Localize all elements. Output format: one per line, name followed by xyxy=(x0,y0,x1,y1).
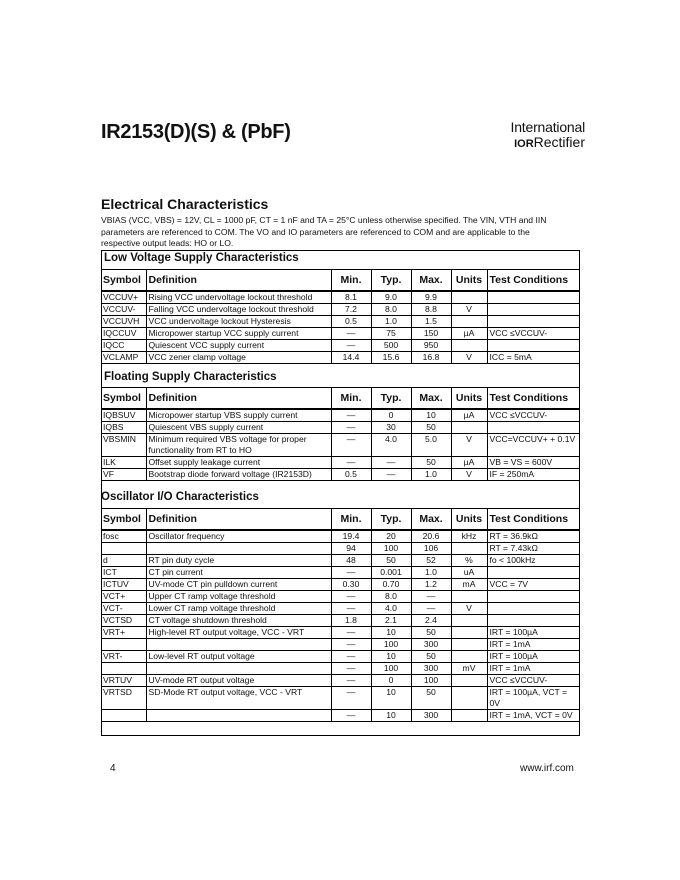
cell-conditions xyxy=(487,615,580,627)
cell-max: 9.9 xyxy=(411,291,451,304)
cell-conditions xyxy=(487,304,580,316)
cell-max: 50 xyxy=(411,457,451,469)
cell-units: V xyxy=(451,603,487,615)
header-definition: Definition xyxy=(146,509,331,531)
cell-max: 2.4 xyxy=(411,615,451,627)
cell-symbol: IQCCUV xyxy=(101,328,146,340)
cell-min: — xyxy=(331,328,371,340)
cell-definition: High-level RT output voltage, VCC - VRT xyxy=(146,627,331,639)
cell-max: — xyxy=(411,603,451,615)
cell-typ: 15.6 xyxy=(371,352,411,364)
cell-symbol: IQBSUV xyxy=(101,409,146,422)
cell-min: 48 xyxy=(331,555,371,567)
cell-conditions xyxy=(487,316,580,328)
table-row xyxy=(101,422,580,434)
table-oscillator xyxy=(101,508,580,722)
cell-definition: Falling VCC undervoltage lockout threshold xyxy=(146,304,331,316)
cell-min: — xyxy=(331,409,371,422)
table-floating xyxy=(101,387,580,481)
header-symbol: Symbol xyxy=(101,509,146,531)
cell-typ: 0 xyxy=(371,675,411,687)
cell-conditions: VCC ≤VCCUV- xyxy=(487,409,580,422)
cell-min: — xyxy=(331,340,371,352)
cell-definition: CT voltage shutdown threshold xyxy=(146,615,331,627)
header-min: Min. xyxy=(331,388,371,410)
cell-definition: Oscillator frequency xyxy=(146,530,331,543)
cell-typ: — xyxy=(371,457,411,469)
cell-conditions: VCC = 7V xyxy=(487,579,580,591)
cell-conditions: IRT = 100µA, VCT = 0V xyxy=(487,687,580,710)
cell-min: — xyxy=(331,663,371,675)
cell-units xyxy=(451,687,487,710)
cell-definition: CT pin current xyxy=(146,567,331,579)
header-conditions: Test Conditions xyxy=(487,509,580,531)
cell-min: — xyxy=(331,627,371,639)
cell-conditions: VB = VS = 600V xyxy=(487,457,580,469)
cell-units: µA xyxy=(451,409,487,422)
cell-symbol xyxy=(101,543,146,555)
cell-min: 19.4 xyxy=(331,530,371,543)
page-title: IR2153(D)(S) & (PbF) xyxy=(101,121,291,143)
cell-typ: 50 xyxy=(371,555,411,567)
cell-units xyxy=(451,316,487,328)
cell-conditions: VCC=VCCUV+ + 0.1V xyxy=(487,434,580,457)
table-row xyxy=(101,603,580,615)
table-row xyxy=(101,627,580,639)
cell-typ: 4.0 xyxy=(371,434,411,457)
cell-symbol xyxy=(101,710,146,722)
cell-min: 0.30 xyxy=(331,579,371,591)
cell-max: 150 xyxy=(411,328,451,340)
table-row xyxy=(101,615,580,627)
cell-symbol xyxy=(101,663,146,675)
header-typ: Typ. xyxy=(371,388,411,410)
cell-conditions: IRT = 1mA xyxy=(487,663,580,675)
cell-definition: Quiescent VCC supply current xyxy=(146,340,331,352)
logo-line2: Rectifier xyxy=(533,133,585,150)
cell-definition: Micropower startup VCC supply current xyxy=(146,328,331,340)
cell-max: 50 xyxy=(411,627,451,639)
cell-conditions: IRT = 100µA xyxy=(487,627,580,639)
cell-min: 14.4 xyxy=(331,352,371,364)
cell-units xyxy=(451,340,487,352)
cell-symbol: VCLAMP xyxy=(101,352,146,364)
cell-definition: Offset supply leakage current xyxy=(146,457,331,469)
cell-definition: Minimum required VBS voltage for proper functionality from RT to HO xyxy=(146,434,331,457)
cell-typ: 100 xyxy=(371,543,411,555)
cell-min: — xyxy=(331,675,371,687)
cell-max: 106 xyxy=(411,543,451,555)
cell-min: — xyxy=(331,434,371,457)
cell-units: kHz xyxy=(451,530,487,543)
cell-typ: 20 xyxy=(371,530,411,543)
cell-symbol: VRTUV xyxy=(101,675,146,687)
cell-symbol: VRT+ xyxy=(101,627,146,639)
cell-units: µA xyxy=(451,328,487,340)
table-row xyxy=(101,291,580,304)
cell-symbol: VCT- xyxy=(101,603,146,615)
table-row xyxy=(101,340,580,352)
table-row xyxy=(101,687,580,710)
cell-definition: UV-mode RT output voltage xyxy=(146,675,331,687)
cell-definition: Low-level RT output voltage xyxy=(146,651,331,663)
cell-definition: UV-mode CT pin pulldown current xyxy=(146,579,331,591)
header-units: Units xyxy=(451,388,487,410)
header-max: Max. xyxy=(411,388,451,410)
cell-symbol: VCCUVH xyxy=(101,316,146,328)
cell-max: 100 xyxy=(411,675,451,687)
header-min: Min. xyxy=(331,270,371,292)
cell-symbol: VCT+ xyxy=(101,591,146,603)
cell-symbol: IQCC xyxy=(101,340,146,352)
cell-symbol: VBSMIN xyxy=(101,434,146,457)
cell-definition: Bootstrap diode forward voltage (IR2153D) xyxy=(146,469,331,481)
cell-conditions xyxy=(487,422,580,434)
cell-symbol xyxy=(101,639,146,651)
cell-definition: Quiescent VBS supply current xyxy=(146,422,331,434)
cell-min: — xyxy=(331,710,371,722)
table-row xyxy=(101,434,580,457)
cell-conditions: IF = 250mA xyxy=(487,469,580,481)
cell-typ: 0 xyxy=(371,409,411,422)
company-logo xyxy=(505,120,585,150)
cell-typ: 10 xyxy=(371,687,411,710)
header-definition: Definition xyxy=(146,388,331,410)
table-row xyxy=(101,663,580,675)
cell-min: 7.2 xyxy=(331,304,371,316)
table-row xyxy=(101,457,580,469)
cell-max: 50 xyxy=(411,651,451,663)
cell-typ: 500 xyxy=(371,340,411,352)
cell-units xyxy=(451,615,487,627)
cell-min: 0.5 xyxy=(331,316,371,328)
cell-definition xyxy=(146,710,331,722)
cell-max: 52 xyxy=(411,555,451,567)
table-low-voltage xyxy=(101,269,580,364)
header-units: Units xyxy=(451,270,487,292)
cell-units xyxy=(451,675,487,687)
cell-typ: 10 xyxy=(371,651,411,663)
cell-typ: 30 xyxy=(371,422,411,434)
cell-definition: Micropower startup VBS supply current xyxy=(146,409,331,422)
cell-conditions: VCC ≤VCCUV- xyxy=(487,675,580,687)
cell-conditions: RT = 36.9kΩ xyxy=(487,530,580,543)
cell-conditions: fo < 100kHz xyxy=(487,555,580,567)
cell-conditions: ICC = 5mA xyxy=(487,352,580,364)
table-row xyxy=(101,530,580,543)
cell-min: — xyxy=(331,603,371,615)
cell-typ: 100 xyxy=(371,639,411,651)
cell-units: mA xyxy=(451,579,487,591)
cell-min: 0.5 xyxy=(331,469,371,481)
table-row xyxy=(101,469,580,481)
cell-conditions xyxy=(487,603,580,615)
cell-min: — xyxy=(331,567,371,579)
cell-conditions: IRT = 1mA, VCT = 0V xyxy=(487,710,580,722)
cell-min: 1.8 xyxy=(331,615,371,627)
cell-min: — xyxy=(331,651,371,663)
table-row xyxy=(101,304,580,316)
cell-max: 300 xyxy=(411,663,451,675)
cell-units: V xyxy=(451,434,487,457)
cell-definition: Upper CT ramp voltage threshold xyxy=(146,591,331,603)
cell-typ: 10 xyxy=(371,710,411,722)
group-title-low-voltage: Low Voltage Supply Characteristics xyxy=(104,252,299,264)
cell-min: — xyxy=(331,457,371,469)
header-symbol: Symbol xyxy=(101,388,146,410)
cell-units: % xyxy=(451,555,487,567)
header-max: Max. xyxy=(411,270,451,292)
cell-conditions xyxy=(487,591,580,603)
cell-conditions xyxy=(487,291,580,304)
cell-conditions: RT = 7.43kΩ xyxy=(487,543,580,555)
cell-typ: 0.70 xyxy=(371,579,411,591)
cell-units xyxy=(451,543,487,555)
cell-typ: 9.0 xyxy=(371,291,411,304)
table-row xyxy=(101,543,580,555)
table-row xyxy=(101,352,580,364)
cell-definition: VCC zener clamp voltage xyxy=(146,352,331,364)
cell-min: — xyxy=(331,591,371,603)
table-row xyxy=(101,316,580,328)
table-row xyxy=(101,567,580,579)
cell-typ: 8.0 xyxy=(371,591,411,603)
cell-symbol: VRTSD xyxy=(101,687,146,710)
table-row xyxy=(101,675,580,687)
cell-conditions: VCC ≤VCCUV- xyxy=(487,328,580,340)
cell-min: — xyxy=(331,422,371,434)
cell-typ: — xyxy=(371,469,411,481)
cell-max: 16.8 xyxy=(411,352,451,364)
header-typ: Typ. xyxy=(371,509,411,531)
footer-url: www.irf.com xyxy=(520,763,574,774)
cell-symbol: VRT- xyxy=(101,651,146,663)
header-min: Min. xyxy=(331,509,371,531)
group-title-oscillator: Oscillator I/O Characteristics xyxy=(101,491,259,503)
cell-units: V xyxy=(451,304,487,316)
cell-symbol: VCCUV- xyxy=(101,304,146,316)
cell-symbol: IQBS xyxy=(101,422,146,434)
table-row xyxy=(101,555,580,567)
cell-units xyxy=(451,422,487,434)
header-symbol: Symbol xyxy=(101,270,146,292)
cell-max: 5.0 xyxy=(411,434,451,457)
cell-symbol: d xyxy=(101,555,146,567)
logo-ior: IOR xyxy=(514,137,534,150)
cell-min: 94 xyxy=(331,543,371,555)
cell-symbol: ICT xyxy=(101,567,146,579)
header-units: Units xyxy=(451,509,487,531)
cell-typ: 1.0 xyxy=(371,316,411,328)
cell-typ: 0.001 xyxy=(371,567,411,579)
cell-symbol: VF xyxy=(101,469,146,481)
header-definition: Definition xyxy=(146,270,331,292)
cell-min: 8.1 xyxy=(331,291,371,304)
table-row xyxy=(101,639,580,651)
cell-definition xyxy=(146,543,331,555)
cell-min: — xyxy=(331,687,371,710)
group-title-floating: Floating Supply Characteristics xyxy=(104,371,277,383)
cell-max: 20.6 xyxy=(411,530,451,543)
cell-max: 950 xyxy=(411,340,451,352)
table-row xyxy=(101,591,580,603)
cell-definition: RT pin duty cycle xyxy=(146,555,331,567)
cell-conditions: IRT = 100µA xyxy=(487,651,580,663)
cell-max: 50 xyxy=(411,422,451,434)
cell-conditions xyxy=(487,340,580,352)
cell-typ: 75 xyxy=(371,328,411,340)
cell-max: 1.2 xyxy=(411,579,451,591)
cell-max: 1.0 xyxy=(411,469,451,481)
cell-symbol: ILK xyxy=(101,457,146,469)
cell-symbol: fosc xyxy=(101,530,146,543)
cell-units: V xyxy=(451,469,487,481)
cell-units xyxy=(451,639,487,651)
cell-definition: Lower CT ramp voltage threshold xyxy=(146,603,331,615)
table-row xyxy=(101,651,580,663)
cell-definition xyxy=(146,639,331,651)
cell-definition: Rising VCC undervoltage lockout threshold xyxy=(146,291,331,304)
cell-max: 8.8 xyxy=(411,304,451,316)
cell-max: 300 xyxy=(411,639,451,651)
cell-units: µA xyxy=(451,457,487,469)
cell-definition: SD-Mode RT output voltage, VCC - VRT xyxy=(146,687,331,710)
cell-typ: 10 xyxy=(371,627,411,639)
table-row xyxy=(101,328,580,340)
cell-units xyxy=(451,591,487,603)
cell-typ: 100 xyxy=(371,663,411,675)
cell-units: V xyxy=(451,352,487,364)
header-conditions: Test Conditions xyxy=(487,388,580,410)
cell-conditions: IRT = 1mA xyxy=(487,639,580,651)
cell-units xyxy=(451,651,487,663)
cell-definition: VCC undervoltage lockout Hysteresis xyxy=(146,316,331,328)
cell-definition xyxy=(146,663,331,675)
cell-conditions xyxy=(487,567,580,579)
table-row xyxy=(101,579,580,591)
cell-min: — xyxy=(331,639,371,651)
header-max: Max. xyxy=(411,509,451,531)
cell-max: 1.5 xyxy=(411,316,451,328)
logo-line1: International xyxy=(510,119,585,135)
header-typ: Typ. xyxy=(371,270,411,292)
cell-units xyxy=(451,627,487,639)
header-conditions: Test Conditions xyxy=(487,270,580,292)
cell-typ: 2.1 xyxy=(371,615,411,627)
cell-symbol: VCCUV+ xyxy=(101,291,146,304)
cell-units xyxy=(451,291,487,304)
cell-typ: 4.0 xyxy=(371,603,411,615)
cell-units: mV xyxy=(451,663,487,675)
cell-max: 300 xyxy=(411,710,451,722)
cell-max: 50 xyxy=(411,687,451,710)
cell-units: uA xyxy=(451,567,487,579)
cell-max: 1.0 xyxy=(411,567,451,579)
cell-symbol: VCTSD xyxy=(101,615,146,627)
section-intro: VBIAS (VCC, VBS) = 12V, CL = 1000 pF, CT = 1 nF and TA = 25°C unless otherwise specified. The VIN, VTH and IIN parameters are referenced to COM. The VO and IO parameters are referenced to COM and are applicable to the respective output leads: HO or LO. xyxy=(101,215,547,248)
cell-max: 10 xyxy=(411,409,451,422)
table-row xyxy=(101,710,580,722)
page-number: 4 xyxy=(110,763,116,774)
cell-symbol: ICTUV xyxy=(101,579,146,591)
cell-max: — xyxy=(411,591,451,603)
section-title: Electrical Characteristics xyxy=(101,196,269,212)
cell-units xyxy=(451,710,487,722)
cell-typ: 8.0 xyxy=(371,304,411,316)
table-row xyxy=(101,409,580,422)
